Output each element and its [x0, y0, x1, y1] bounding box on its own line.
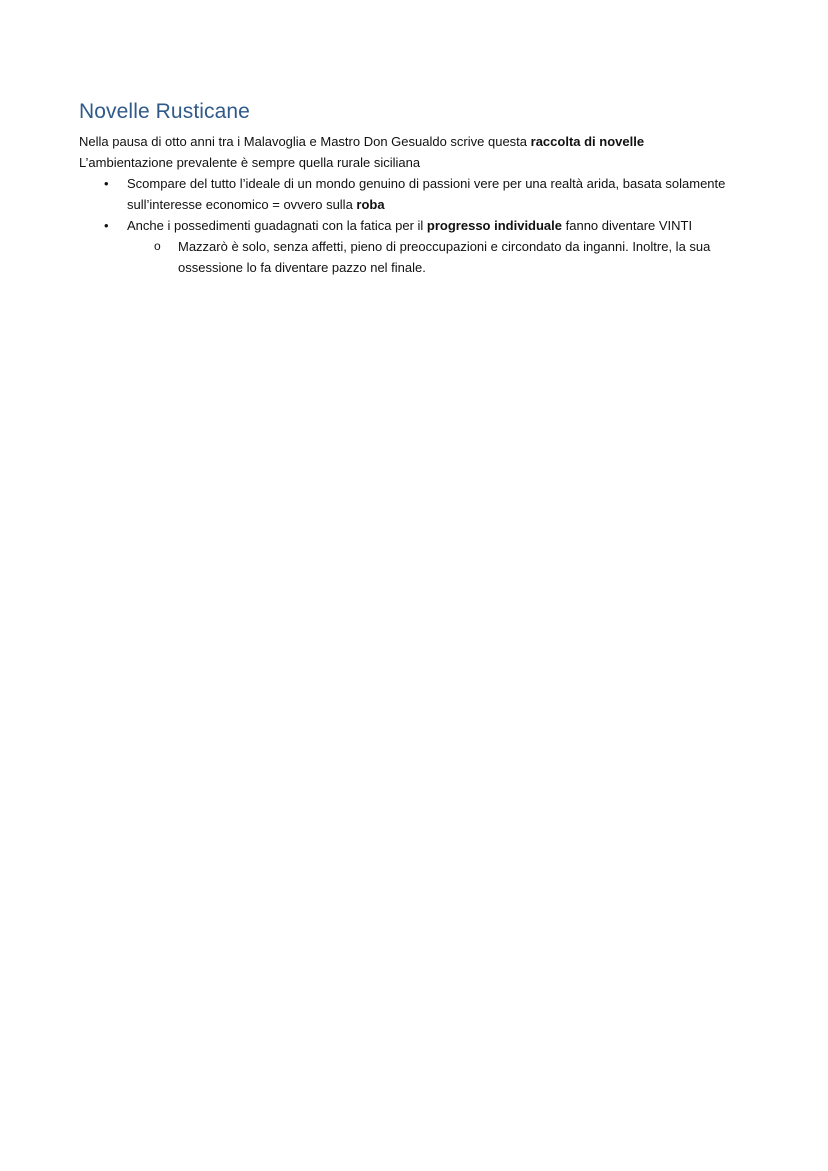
- circle-bullet-icon: o: [154, 239, 161, 253]
- intro-paragraph-1: [79, 131, 739, 152]
- document-title: Novelle Rusticane: [79, 100, 250, 123]
- bullet-list: [79, 173, 739, 278]
- bullet-icon: •: [104, 218, 109, 233]
- list-item: [79, 215, 739, 236]
- document-content: [79, 98, 739, 278]
- sub-list-item: [79, 236, 739, 278]
- list-item-bold-text: progresso individuale: [426, 218, 563, 233]
- list-item-text: Anche i possedimenti guadagnati con la fatica per il: [127, 218, 427, 233]
- list-item: [79, 173, 739, 215]
- list-item-text: Scompare del tutto l’ideale di un mondo genuino di passioni vere per una realtà arida, basata solamente sull’interesse economico = ovvero sulla: [127, 176, 726, 212]
- intro-bold-text: raccolta di novelle: [530, 134, 645, 149]
- bullet-icon: •: [104, 176, 109, 191]
- list-item-bold-text: roba: [356, 197, 385, 212]
- sub-list-item-text: Mazzarò è solo, senza affetti, pieno di preoccupazioni e circondato da inganni. Inoltre, la sua ossessione lo fa diventare pazzo nel finale.: [178, 239, 711, 275]
- intro-text: Nella pausa di otto anni tra i Malavoglia e Mastro Don Gesualdo scrive questa: [79, 134, 531, 149]
- list-item-text-after: fanno diventare VINTI: [562, 218, 693, 233]
- intro-paragraph-2: L’ambientazione prevalente è sempre quella rurale siciliana: [79, 155, 421, 170]
